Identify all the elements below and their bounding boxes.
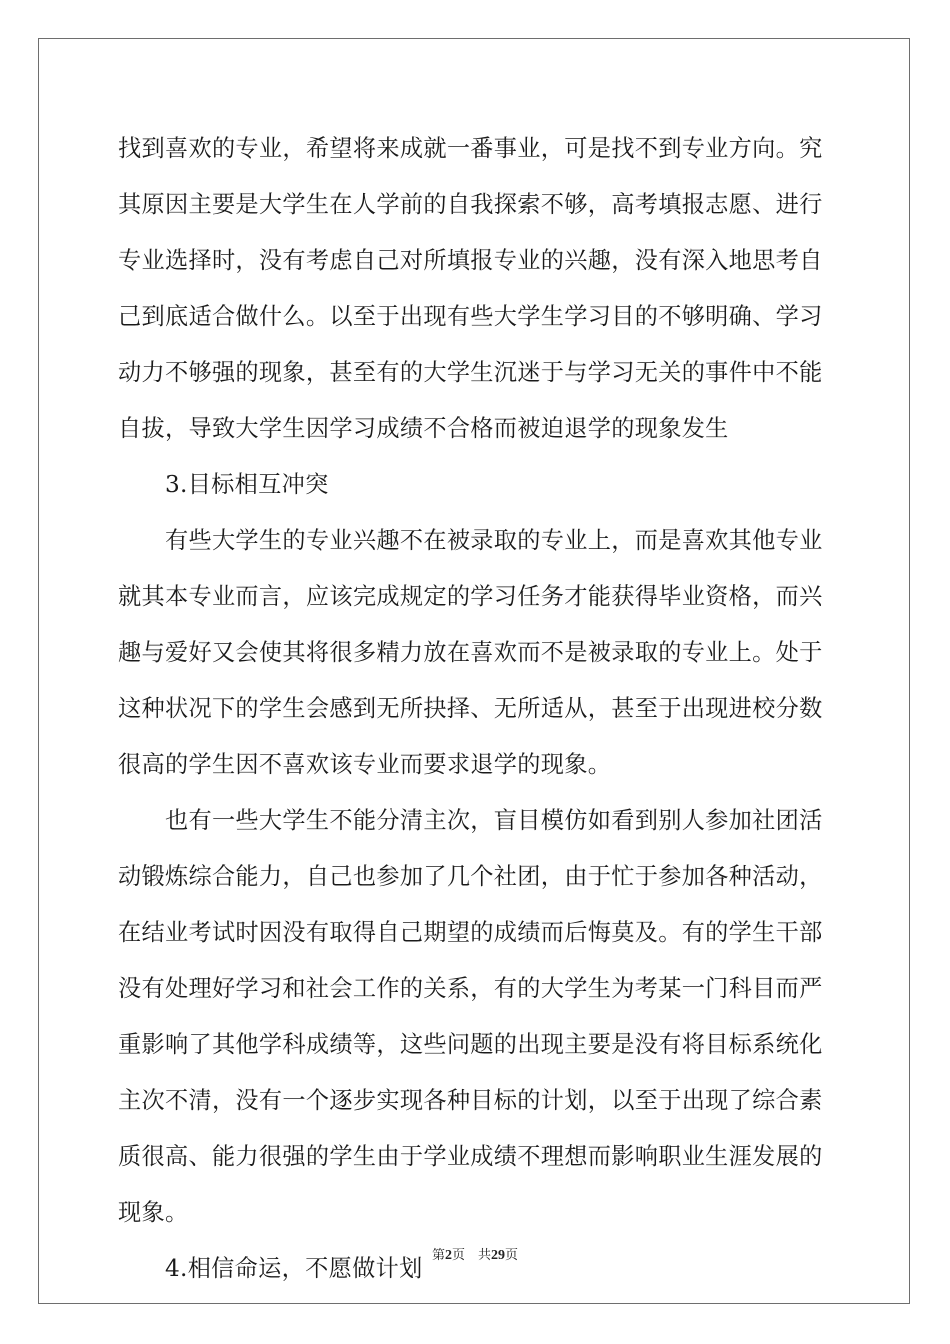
text-line: 在结业考试时因没有取得自己期望的成绩而后悔莫及。有的学生干部: [118, 919, 823, 946]
text-line: 动力不够强的现象，甚至有的大学生沉迷于与学习无关的事件中不能: [118, 359, 823, 386]
text-line: 质很高、能力很强的学生由于学业成绩不理想而影响职业生涯发展的: [118, 1143, 823, 1170]
text-line: 就其本专业而言，应该完成规定的学习任务才能获得毕业资格，而兴: [118, 583, 823, 610]
text-line: 动锻炼综合能力，自己也参加了几个社团，由于忙于参加各种活动，: [118, 863, 823, 890]
text-line: 这种状况下的学生会感到无所抉择、无所适从，甚至于出现进校分数: [118, 695, 823, 722]
section-heading: 4.相信命运，不愿做计划: [118, 1255, 423, 1282]
text-line: 己到底适合做什么。以至于出现有些大学生学习目的不够明确、学习: [118, 303, 823, 330]
text-line: 专业选择时，没有考虑自己对所填报专业的兴趣，没有深入地思考自: [118, 247, 823, 274]
text-line: 找到喜欢的专业，希望将来成就一番事业，可是找不到专业方向。究: [118, 135, 823, 162]
text-line: 主次不清，没有一个逐步实现各种目标的计划，以至于出现了综合素: [118, 1087, 823, 1114]
text-line: 有些大学生的专业兴趣不在被录取的专业上，而是喜欢其他专业: [118, 527, 823, 554]
footer-prefix: 第: [431, 1248, 445, 1263]
footer-middle: 页 共: [451, 1248, 491, 1263]
text-line: 趣与爱好又会使其将很多精力放在喜欢而不是被录取的专业上。处于: [118, 639, 823, 666]
document-body: [118, 121, 834, 1297]
text-line: 现象。: [118, 1199, 189, 1226]
footer-suffix: 页: [505, 1248, 519, 1263]
current-page-number: 2: [444, 1248, 452, 1263]
page-footer: [0, 1244, 950, 1264]
text-line: 很高的学生因不喜欢该专业而要求退学的现象。: [118, 751, 612, 778]
text-line: 重影响了其他学科成绩等，这些问题的出现主要是没有将目标系统化: [118, 1031, 823, 1058]
section-heading: 3.目标相互冲突: [118, 471, 329, 498]
text-line: 也有一些大学生不能分清主次，盲目模仿如看到别人参加社团活: [118, 807, 823, 834]
total-pages-number: 29: [491, 1248, 505, 1263]
text-line: 没有处理好学习和社会工作的关系，有的大学生为考某一门科目而严: [118, 975, 823, 1002]
text-line: 其原因主要是大学生在人学前的自我探索不够，高考填报志愿、进行: [118, 191, 823, 218]
text-line: 自拔，导致大学生因学习成绩不合格而被迫退学的现象发生: [118, 415, 729, 442]
